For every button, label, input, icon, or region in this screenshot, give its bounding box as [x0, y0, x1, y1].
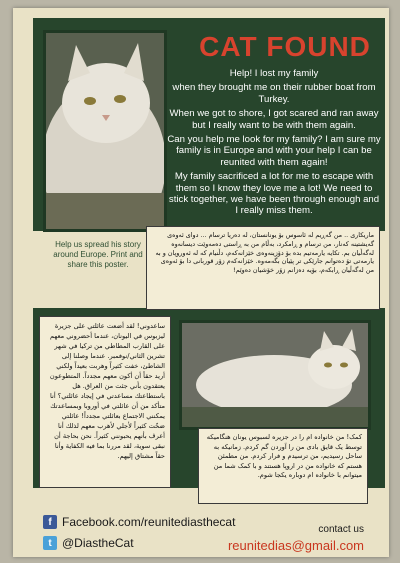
help-share-text: Help us spread his story around Europe. Print and share this poster.	[53, 240, 143, 269]
kurdish-text-box: ماریکاری .. من گەڕیم لە ئاسوس بۆ یونانستان، لە دەریا ترسام ... دوای ئەوەی گەیشتینە کەنار، من ترسام و ڕامکرد، بەڵام من بە ڕاستی دەمەوێت دیسانەوە لەگەڵیان بم. تکایە یارمەتیم بدە بۆ دۆزینەوەی خێزانەکەم، دڵنیام کە لە ئەوروپان و بە یارمەتی تۆ دەتوانم جارێکی تر پێیان بگەمەوە. خێزانەکەم زۆر قوربانی دا بۆ ئەوەی من لەگەڵیان ڕابکەم، بۆیە دەزانم زۆر خۆشیان دەوێم!	[146, 226, 380, 310]
page-title: CAT FOUND	[199, 31, 371, 62]
english-story	[167, 68, 381, 220]
story-p3: When we got to shore, I got scared and ran away but I really want to be with them again.	[169, 108, 379, 131]
cat-photo-lying	[179, 320, 371, 430]
story-p1: Help! I lost my family	[229, 68, 319, 79]
story-p2: when they brought me on their rubber boat from Turkey.	[172, 82, 376, 105]
facebook-url[interactable]: Facebook.com/reunitediasthecat	[62, 515, 236, 529]
story-p4: Can you help me look for my family? I am sure my family is in Europe and with your help I can be reunited with them again!	[167, 134, 381, 168]
persian-text-box: کمک! من خانواده ام را در جزیره لسبوس یونان هنگامیکه توسط یک قایق بادی من را آوردن گم کردم. زمانیکه به ساحل رسیدیم، من ترسیدم و فرار کردم. من مطمئن هستم که خانواده من در اروپا هستند و با کمک شما من میتوانم با خانواده ام دوباره یکجا شوم.	[198, 428, 368, 504]
contact-label: contact us	[318, 524, 364, 535]
twitter-icon: t	[43, 536, 57, 550]
twitter-link[interactable]	[43, 536, 134, 550]
facebook-icon: f	[43, 515, 57, 529]
arabic-text-box: ساعدوني! لقد أضعت عائلتي على جزيرة ليزبوس في اليونان، عندما أحضروني معهم على القارب المطاطي من تركيا في شهر تشرين الثاني/نوفمبر. عندما وصلنا إلى الشاطئ، خفت كثيراً وهربت بعيداً ولكني أريد حقاً أن أكون معهم مجدداً. المتطوعون يعتقدون بأني جئت من العراق. هل باستطاعتك مساعدتي في إيجاد عائلتي؟ أنا متأكد من أن عائلتي في أوروبا وبمساعدتك يمكنني الاجتماع بعائلتي مجدداً! عائلتي ضحّت كثيراً لأجلي لأهرب معهم لذلك أنا أعرف بأنهم يحبونني كثيراً. نحن بحاجة أن نبقى سوية، لقد مررنا بما فيه الكفاية وأنا حقاً مشتاق إليهم.	[39, 316, 171, 488]
twitter-handle[interactable]: @DiastheCat	[62, 536, 134, 550]
facebook-link[interactable]	[43, 515, 235, 529]
cat-photo-portrait	[43, 30, 167, 232]
email-link[interactable]: reunitedias@gmail.com	[227, 538, 364, 553]
story-p5: My family sacrificed a lot for me to escape with them so I know they love me a lot! We need to stick together, we have been through enough and I really miss them.	[168, 171, 380, 217]
poster	[13, 8, 389, 557]
